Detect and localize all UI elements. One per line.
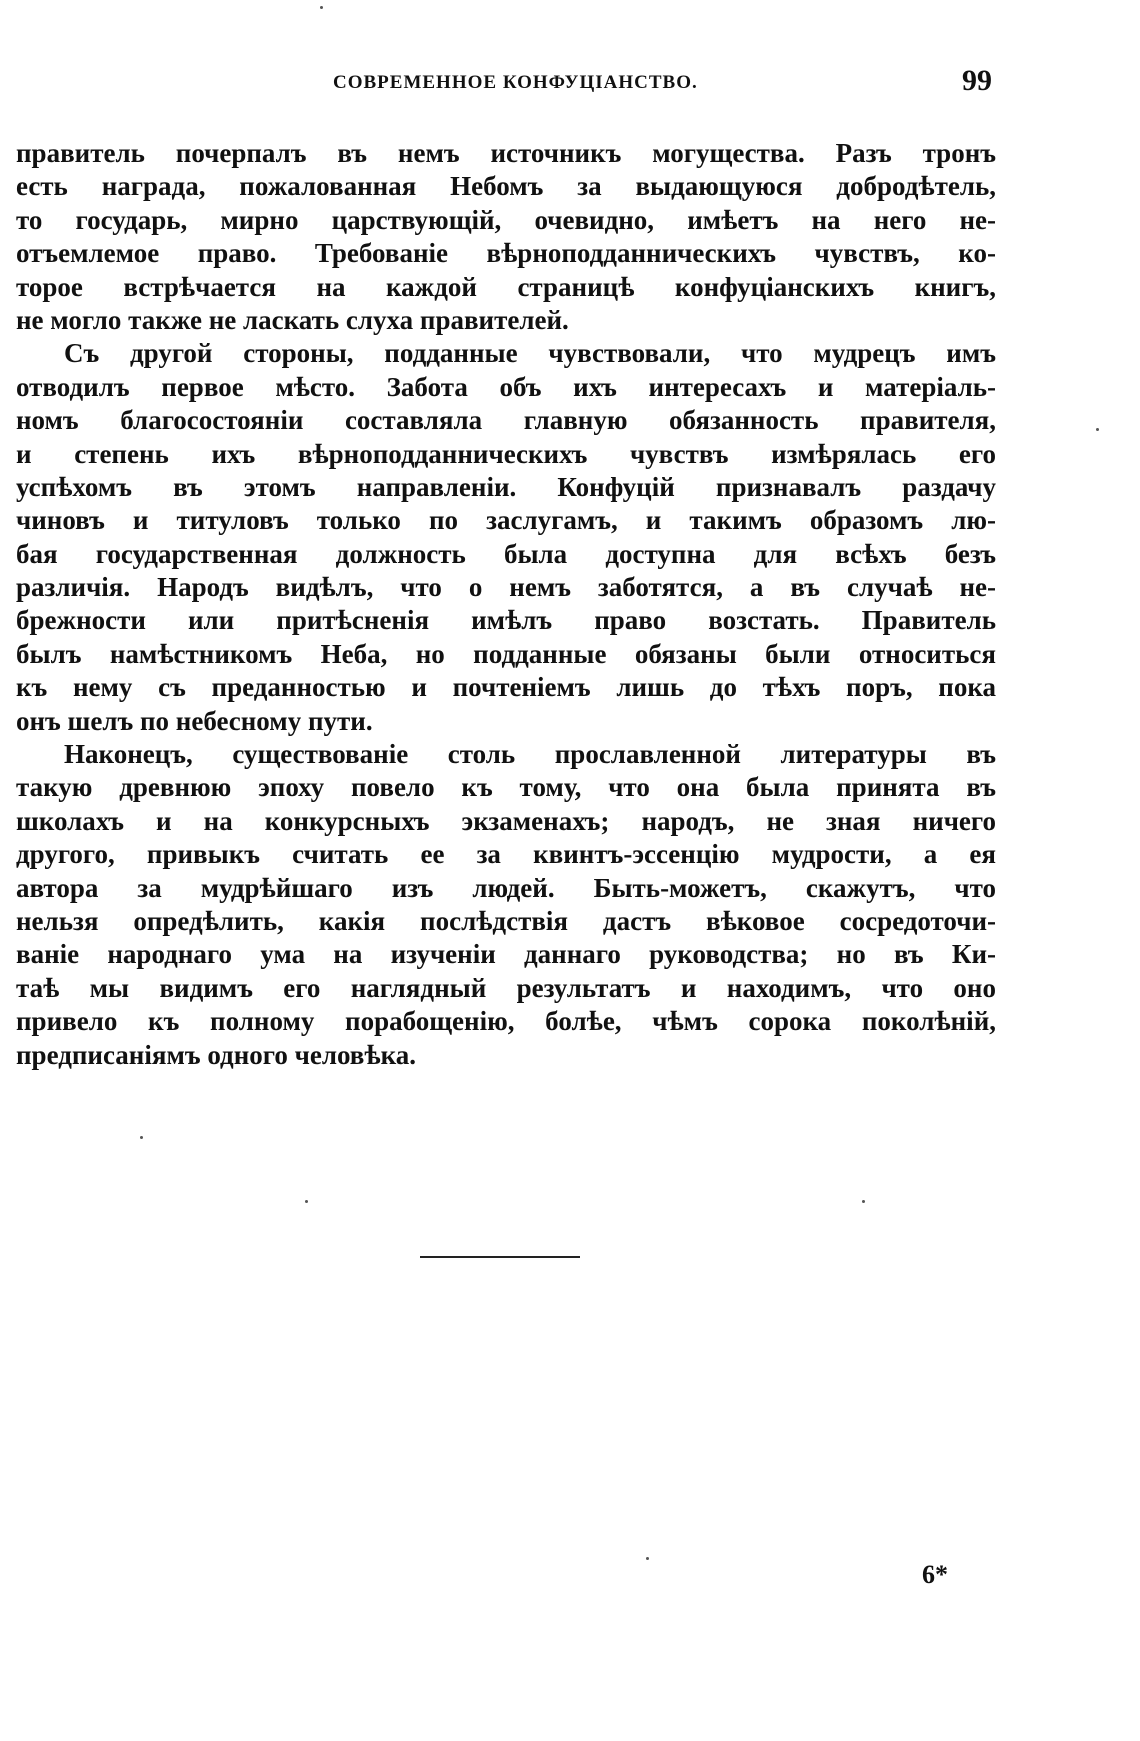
- text-line: и степень ихъ вѣрноподданническихъ чувствъ измѣрялась его: [16, 438, 996, 469]
- scan-speck: [862, 1200, 865, 1203]
- text-line: былъ намѣстникомъ Неба, но подданные обязаны были относиться: [16, 638, 996, 669]
- text-line: номъ благосостояніи составляла главную обязанность правителя,: [16, 405, 996, 436]
- text-line: привело къ полному порабощенію, болѣе, чѣмъ сорока поколѣній,: [16, 1006, 996, 1037]
- scan-speck: [1096, 428, 1099, 431]
- text-line: чиновъ и титуловъ только по заслугамъ, и такимъ образомъ лю-: [16, 505, 996, 536]
- text-line: таѣ мы видимъ его наглядный результатъ и находимъ, что оно: [16, 972, 996, 1003]
- text-line: онъ шелъ по небесному пути.: [16, 705, 373, 736]
- text-line: автора за мудрѣйшаго изъ людей. Быть-можетъ, скажутъ, что: [16, 872, 996, 903]
- running-title: СОВРЕМЕННОЕ КОНФУЦІАНСТВО.: [333, 72, 698, 93]
- section-divider: [420, 1256, 580, 1258]
- page-number: 99: [962, 64, 992, 97]
- text-line: то государь, мирно царствующій, очевидно, имѣетъ на него не-: [16, 204, 996, 235]
- signature-mark: 6*: [922, 1560, 948, 1589]
- text-line: къ нему съ преданностью и почтеніемъ лишь до тѣхъ поръ, пока: [16, 672, 996, 703]
- text-line: бая государственная должность была доступна для всѣхъ безъ: [16, 538, 996, 569]
- scan-speck: [305, 1200, 308, 1203]
- scan-speck: [320, 6, 323, 9]
- text-line: отъемлемое право. Требованіе вѣрноподданническихъ чувствъ, ко-: [16, 238, 996, 269]
- text-line: отводилъ первое мѣсто. Забота объ ихъ интересахъ и матеріаль-: [16, 371, 996, 402]
- text-line: другого, привыкъ считать ее за квинтъ-эссенцію мудрости, а ея: [16, 839, 996, 870]
- scan-speck: [140, 1136, 143, 1139]
- text-line: нельзя опредѣлить, какія послѣдствія дастъ вѣковое сосредоточи-: [16, 905, 996, 936]
- text-line: предписаніямъ одного человѣка.: [16, 1039, 416, 1070]
- text-line: торое встрѣчается на каждой страницѣ конфуціанскихъ книгъ,: [16, 271, 996, 302]
- body-text: [16, 137, 996, 1072]
- text-line: правитель почерпалъ въ немъ источникъ могущества. Разъ тронъ: [16, 138, 996, 168]
- text-line: школахъ и на конкурсныхъ экзаменахъ; народъ, не зная ничего: [16, 805, 996, 836]
- text-line: успѣхомъ въ этомъ направленіи. Конфуцій признавалъ раздачу: [16, 471, 996, 502]
- text-line: различія. Народъ видѣлъ, что о немъ заботятся, а въ случаѣ не-: [16, 572, 996, 603]
- text-line: брежности или притѣсненія имѣлъ право возстать. Правитель: [16, 605, 996, 636]
- running-head: [0, 64, 1140, 104]
- text-line: ваніе народнаго ума на изученіи даннаго руководства; но въ Ки-: [16, 939, 996, 970]
- scan-speck: [646, 1557, 649, 1560]
- text-line: такую древнюю эпоху повело къ тому, что она была принята въ: [16, 772, 996, 803]
- text-line: есть награда, пожалованная Небомъ за выдающуюся добродѣтель,: [16, 171, 996, 202]
- text-line: Съ другой стороны, подданные чувствовали, что мудрецъ имъ: [64, 338, 996, 369]
- text-line: не могло также не ласкать слуха правителей.: [16, 304, 569, 335]
- text-line: Наконецъ, существованіе столь прославленной литературы въ: [64, 739, 996, 770]
